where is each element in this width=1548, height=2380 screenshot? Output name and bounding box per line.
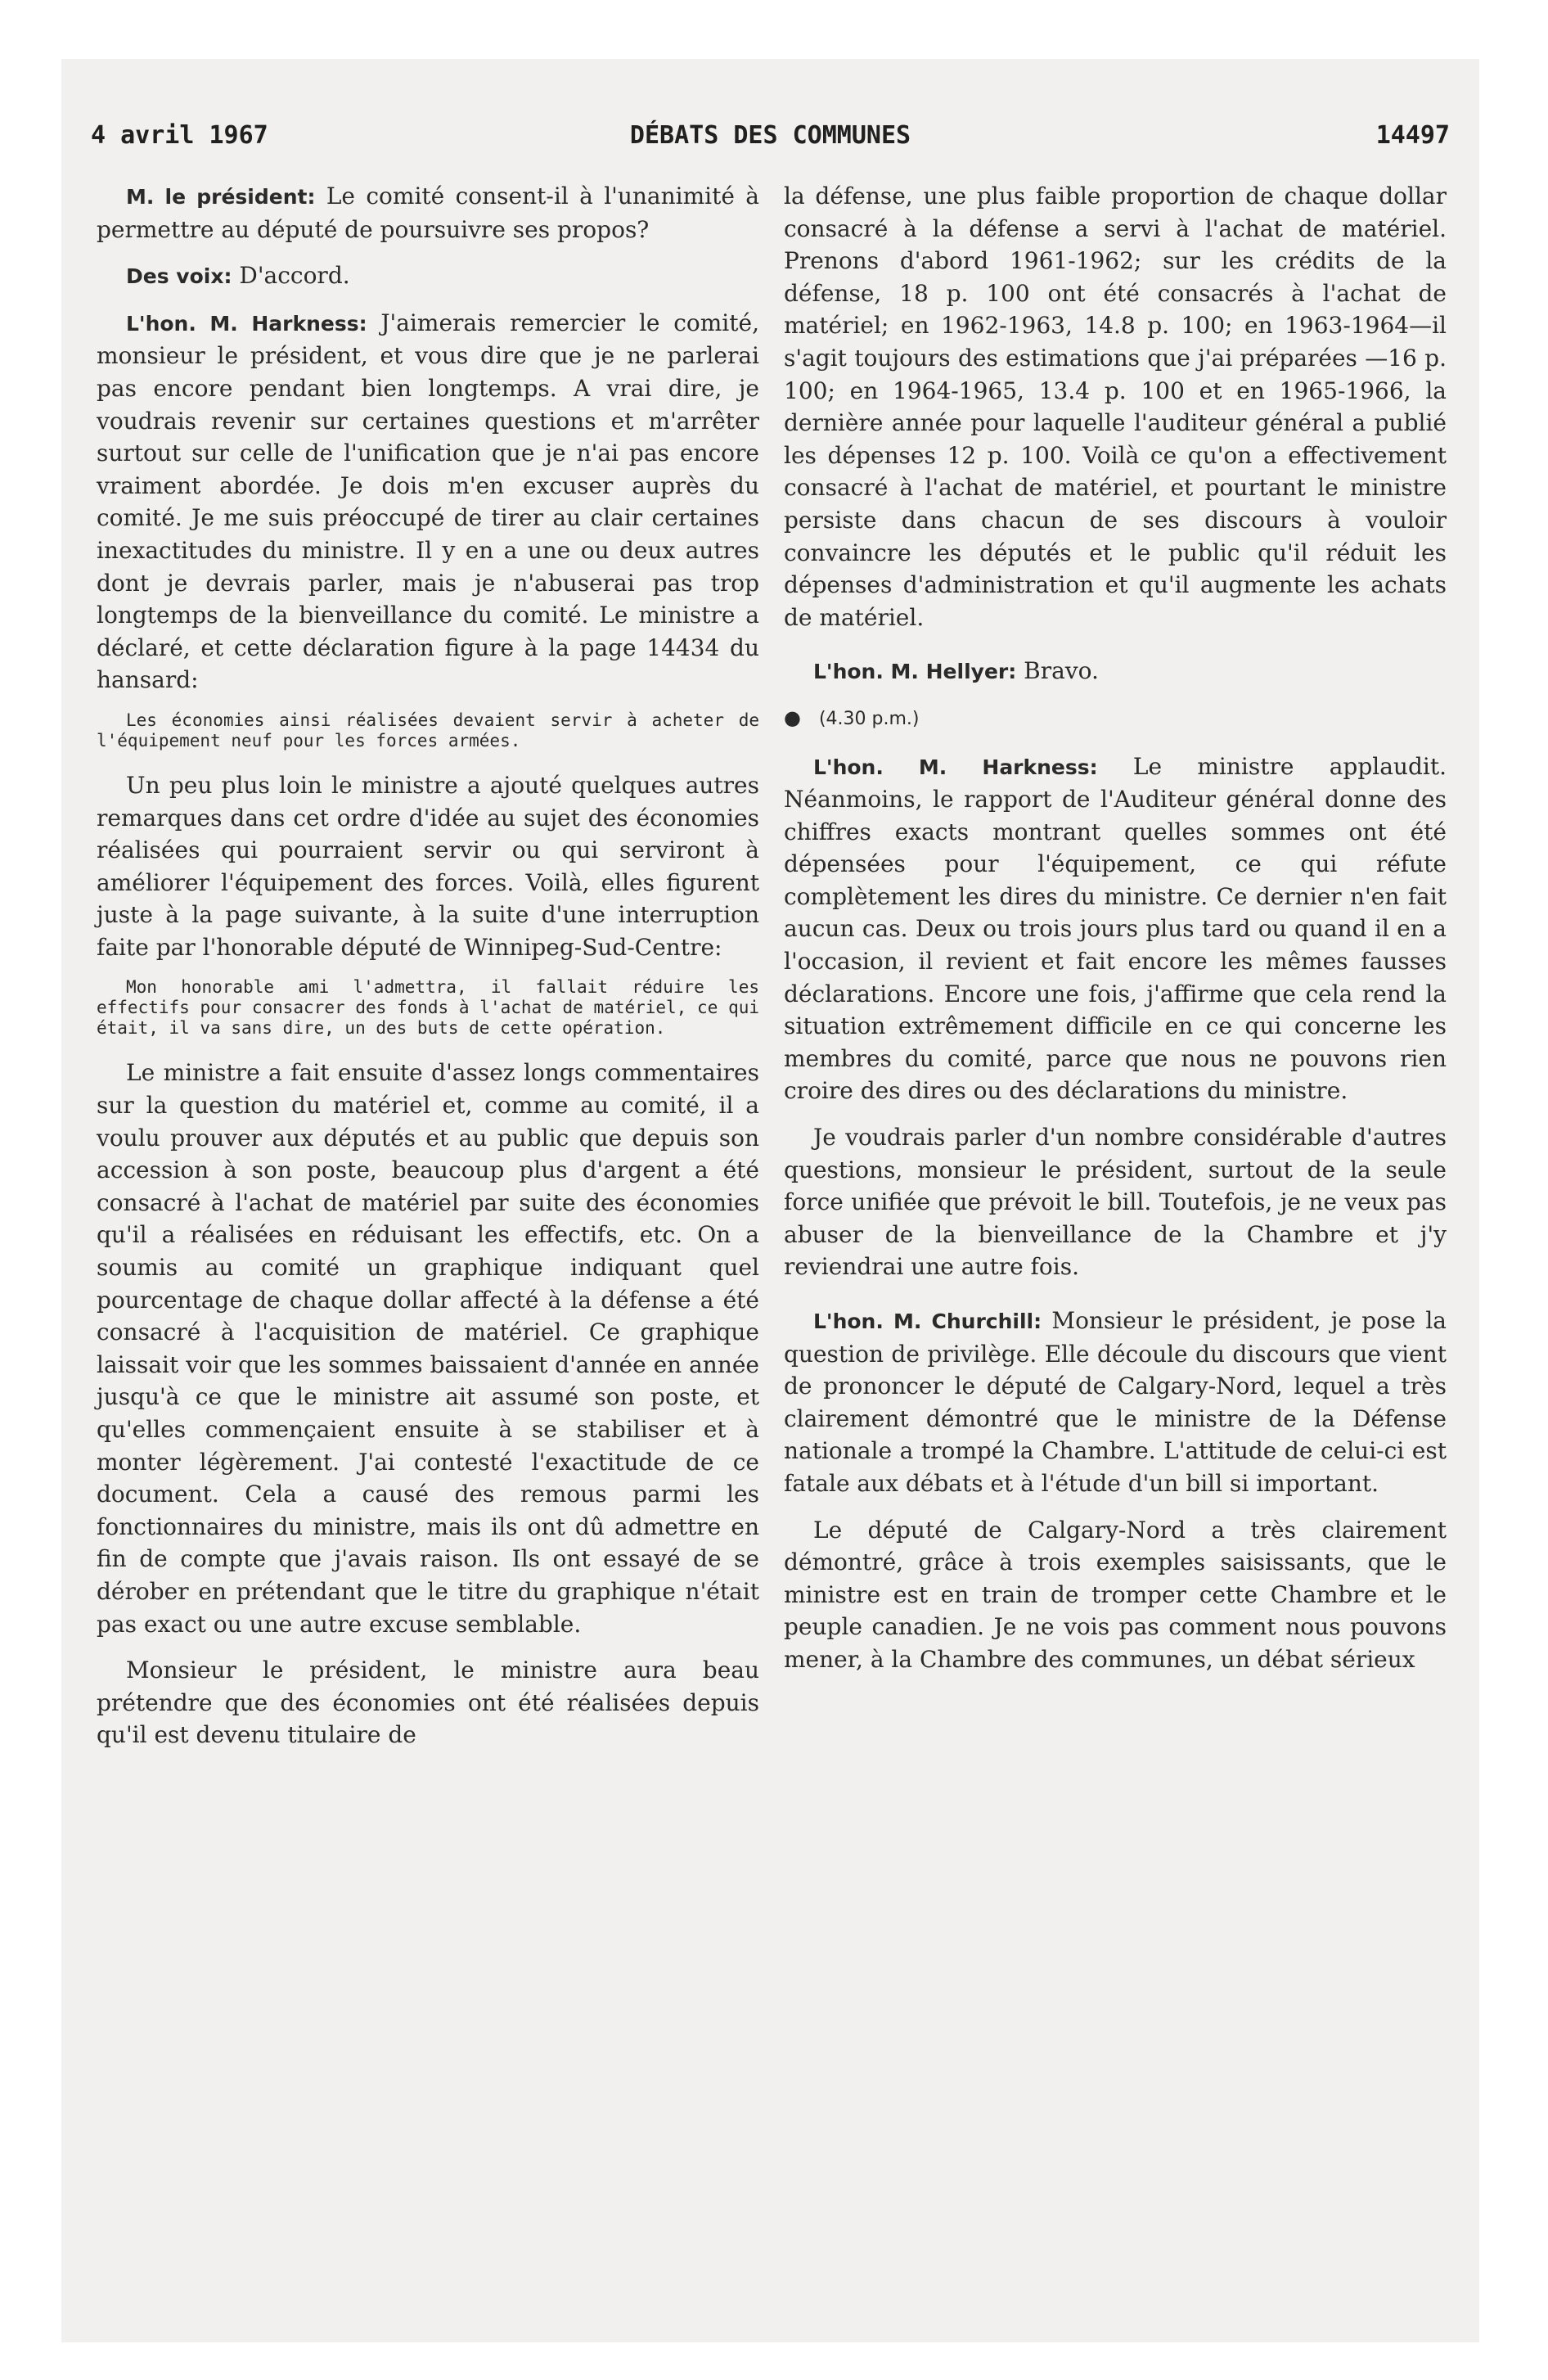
left-column [97, 180, 759, 1765]
time-text: (4.30 p.m.) [818, 708, 920, 729]
paragraph [784, 751, 1447, 1108]
document-page [61, 59, 1479, 2342]
block-quote: Mon honorable ami l'admettra, il fallait réduire les effectifs pour consacrer des fonds à l'achat de matériel, ce qui était, il va sans dire, un des buts de cette opération. [97, 977, 759, 1039]
header-date: 4 avril 1967 [91, 121, 268, 150]
paragraph: Un peu plus loin le ministre a ajouté quelques autres remarques dans cet ordre d'idée au sujet des économies réalisées qui pourraient servir ou qui serviront à améliorer l'équipement des forces. Voilà, elles figurent juste à la page suivante, à la suite d'une interruption faite par l'honorable député de Winnipeg-Sud-Centre: [97, 771, 759, 961]
paragraph: Le député de Calgary-Nord a très clairement démontré, grâce à trois exemples saisissants, que le ministre est en train de tromper cette Chambre et le peuple canadien. Je ne vois pas comment nous pouvons mener, à la Chambre des communes, un débat sérieux [784, 1516, 1447, 1673]
header-title: DÉBATS DES COMMUNES [629, 121, 911, 150]
paragraph: Je voudrais parler d'un nombre considérable d'autres questions, monsieur le président, surtout de la seule force unifiée que prévoit le bill. Toutefois, je ne veux pas abuser de la bienveillance de la Chambre et j'y reviendrai une autre fois. [784, 1124, 1447, 1281]
right-column [784, 180, 1447, 1690]
paragraph [97, 307, 759, 696]
paragraph [97, 180, 759, 246]
paragraph: Le ministre a fait ensuite d'assez longs commentaires sur la question du matériel et, comme au comité, il a voulu prouver aux députés et au public que depuis son accession à son poste, beaucoup plus d'argent a été consacré à l'achat de matériel par suite des économies qu'il a réalisées en réduisant les effectifs, etc. On a soumis au comité un graphique indiquant quel pourcentage de chaque dollar affecté à la défense a été consacré à l'acquisition de matériel. Ce graphique laissait voir que les sommes baissaient d'année en année jusqu'à ce que le ministre ait assumé son poste, et qu'elles commençaient ensuite à se stabiliser et à monter légèrement. J'ai contesté l'exactitude de ce document. Cela a causé des remous parmi les fonctionnaires du ministre, mais ils ont dû admettre en fin de compte que j'avais raison. Ils ont essayé de se dérober en prétendant que le titre du graphique n'était pas exact ou une autre excuse semblable. [97, 1059, 759, 1638]
paragraph-text: J'aimerais remercier le comité, monsieur le président, et vous dire que je ne parlerai pas encore pendant bien longtemps. A vrai dire, je voudrais revenir sur certaines questions et m'arrêter surtout sur celle de l'unification que je n'ai pas encore vraiment abordée. Je dois m'en excuser auprès du comité. Je me suis préoccupé de tirer au clair certaines inexactitudes du ministre. Il y en a une ou deux autres dont je devrais parler, mais je n'abuserai pas trop longtemps de la bienveillance du comité. Le ministre a déclaré, et cette déclaration figure à la page 14434 du hansard: [97, 309, 759, 694]
speaker-name: L'hon. M. Harkness: [813, 755, 1098, 779]
paragraph-text: D'accord. [232, 262, 350, 290]
speaker-name: L'hon. M. Harkness: [126, 311, 367, 336]
block-quote: Les économies ainsi réalisées devaient servir à acheter de l'équipement neuf pour les forces armées. [97, 710, 759, 751]
time-marker [784, 702, 1447, 736]
speaker-name: L'hon. M. Hellyer: [813, 660, 1017, 684]
paragraph: Monsieur le président, le ministre aura beau prétendre que des économies ont été réalisées depuis qu'il est devenu titulaire de [97, 1657, 759, 1749]
paragraph-text: Bravo. [1016, 657, 1099, 685]
header-page-number: 14497 [1375, 121, 1450, 150]
paragraph [97, 259, 759, 293]
paragraph-text: Le ministre applaudit. Néanmoins, le rapport de l'Auditeur général donne des chiffres exacts montrant quelles sommes ont été dépensées pour l'équipement, ce qui réfute complètement les dires du ministre. Ce dernier n'en fait aucun cas. Deux ou trois jours plus tard ou quand il en a l'occasion, il revient et fait encore les mêmes fausses déclarations. Encore une fois, j'affirme que cela rend la situation extrêmement difficile en ce qui concerne les membres du comité, parce que nous ne pouvons rien croire des dires ou des déclarations du ministre. [784, 752, 1447, 1105]
speaker-name: L'hon. M. Churchill: [813, 1309, 1042, 1333]
paragraph [784, 1305, 1447, 1500]
paragraph-text: Monsieur le président, je pose la question de privilège. Elle découle du discours que vient de prononcer le député de Calgary-Nord, lequel a très clairement démontré que le ministre de la Défense nationale a trompé la Chambre. L'attitude de celui-ci est fatale aux débats et à l'étude d'un bill si important. [784, 1307, 1447, 1497]
speaker-name: M. le président: [126, 185, 316, 209]
paragraph: la défense, une plus faible proportion de chaque dollar consacré à la défense a servi à l'achat de matériel. Prenons d'abord 1961-1962; sur les crédits de la défense, 18 p. 100 ont été consacrés à l'achat de matériel; en 1962-1963, 14.8 p. 100; en 1963-1964—il s'agit toujours des estimations que j'ai préparées —16 p. 100; en 1964-1965, 13.4 p. 100 et en 1965-1966, la dernière année pour laquelle l'auditeur général a publié les dépenses 12 p. 100. Voilà ce qu'on a effectivement consacré à l'achat de matériel, et pourtant le ministre persiste dans chacun de ses discours à vouloir convaincre les députés et le public qu'il réduit les dépenses d'administration et qu'il augmente les achats de matériel. [784, 183, 1447, 631]
paragraph [784, 655, 1447, 688]
paragraph-text: Le comité consent-il à l'unanimité à permettre au député de poursuivre ses propos? [97, 183, 759, 243]
page-header [91, 121, 1450, 162]
bullet-icon: ● [784, 705, 801, 729]
speaker-name: Des voix: [126, 264, 232, 289]
